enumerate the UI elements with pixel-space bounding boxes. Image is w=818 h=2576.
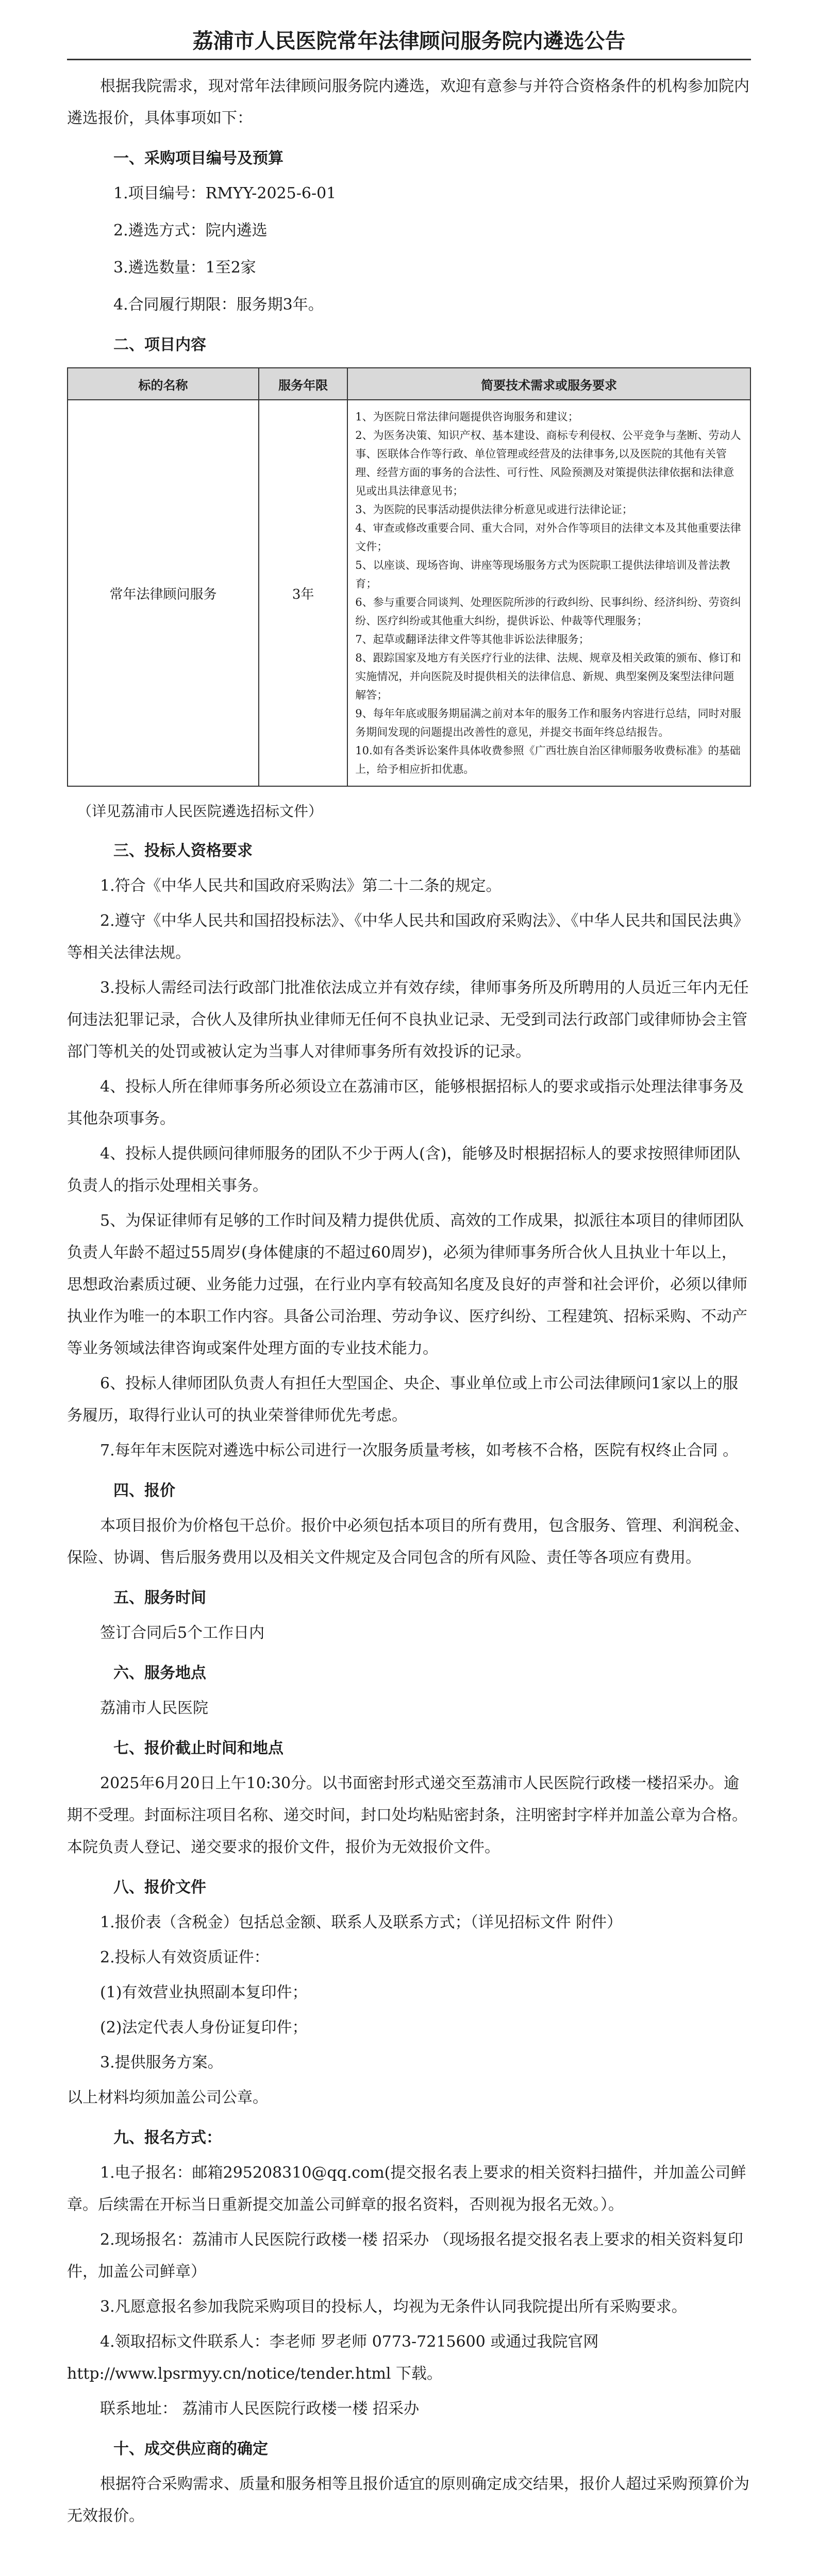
requirement-line: 4、审查或修改重要合同、重大合同，对外合作等项目的法律文本及其他重要法律文件； (355, 522, 741, 553)
requirement-line: 10.如有各类诉讼案件具体收费参照《广西壮族自治区律师服务收费标准》的基础上，给予相应折扣优惠。 (355, 744, 741, 775)
supplier-determination-paragraph: 根据符合采购需求、质量和服务相等且报价适宜的原则确定成交结果，报价人超过采购预算价为无效报价。 (67, 2475, 749, 2525)
qualification-paragraph: 3.投标人需经司法行政部门批准依法成立并有效存续，律师事务所及所聘用的人员近三年内无任何违法犯罪记录，合伙人及律所执业律师无任何不良执业记录、无受到司法行政部门或律师协会主管部门等机关的处罚或被认定为当事人对律师事务所有效投诉的记录。 (67, 979, 749, 1061)
qualification-paragraph: 6、投标人律师团队负责人有担任大型国企、央企、事业单位或上市公司法律顾问1家以上的服务履历，取得行业认可的执业荣誉律师优先考虑。 (67, 1375, 739, 1425)
contract-period: 4.合同履行期限：服务期3年。 (113, 296, 324, 314)
registration-paragraph: 1.电子报名：邮箱295208310@qq.com(提交报名表上要求的相关资料扫描件，并加盖公司鲜章。后续需在开标当日重新提交加盖公司鲜章的报名资料，否则视为报名无效。）。 (67, 2164, 746, 2214)
deadline-paragraph: 2025年6月20日上午10:30分。以书面密封形式递交至荔浦市人民医院行政楼一楼招采办。逾期不受理。封面标注项目名称、递交时间，封口处均粘贴密封条，注明密封字样并加盖公章为合格。本院负责人登记、递交要求的报价文件，报价为无效报价文件。 (67, 1774, 747, 1856)
requirement-line: 1、为医院日常法律问题提供咨询服务和建议； (355, 411, 579, 423)
registration-paragraph: 4.领取招标文件联系人：李老师 罗老师 0773-7215600 或通过我院官网http://www.lpsrmyy.cn/notice/tender.html 下载。 (67, 2333, 599, 2383)
qualification-paragraph: 4、投标人所在律师事务所必须设立在荔浦市区，能够根据招标人的要求或指示处理法律事务及其他杂项事务。 (67, 1078, 744, 1128)
quotation-file-line: (2)法定代表人身份证复印件； (100, 2019, 308, 2037)
cell-service-years: 3年 (259, 400, 347, 786)
section-heading-5: 五、服务时间 (113, 1589, 206, 1607)
service-location-paragraph: 荔浦市人民医院 (100, 1699, 208, 1717)
project-number: 1.项目编号：RMYY-2025-6-01 (113, 184, 337, 202)
quotation-file-line: 以上材料均须加盖公司公章。 (67, 2089, 268, 2107)
selection-quantity: 3.遴选数量：1至2家 (113, 259, 256, 277)
project-content-table (67, 367, 751, 787)
qualification-paragraph: 7.每年年末医院对遴选中标公司进行一次服务质量考核，如考核不合格，医院有权终止合同 。 (100, 1442, 739, 1460)
requirement-line: 2、为医务决策、知识产权、基本建设、商标专利侵权、公平竞争与垄断、劳动人事、医联体合作等行政、单位管理或经营及的法律事务,以及医院的其他有关管理、经营方面的事务的合法性、可行性、风险预测及对策提供法律依据和法律意见或出具法律意见书； (355, 429, 741, 497)
header-item-name: 标的名称 (68, 368, 259, 400)
registration-paragraph: 3.凡愿意报名参加我院采购项目的投标人，均视为无条件认同我院提出所有采购要求。 (100, 2298, 687, 2316)
registration-paragraph: 联系地址： 荔浦市人民医院行政楼一楼 招采办 (100, 2400, 420, 2418)
section-heading-9: 九、报名方式： (113, 2129, 222, 2147)
page-title: 荔浦市人民医院常年法律顾问服务院内遴选公告 (67, 0, 751, 60)
requirement-line: 6、参与重要合同谈判、处理医院所涉的行政纠纷、民事纠纷、经济纠纷、劳资纠纷、医疗纠纷或其他重大纠纷，提供诉讼、仲裁等代理服务； (355, 596, 741, 627)
quotation-paragraph: 本项目报价为价格包干总价。报价中必须包括本项目的所有费用，包含服务、管理、利润税金、保险、协调、售后服务费用以及相关文件规定及合同包含的所有风险、责任等各项应有费用。 (67, 1517, 749, 1567)
section-heading-6: 六、服务地点 (113, 1664, 206, 1682)
requirement-line: 8、跟踪国家及地方有关医疗行业的法律、法规、规章及相关政策的颁布、修订和实施情况，并向医院及时提供相关的法律信息、新规、典型案例及案型法律问题解答； (355, 652, 741, 701)
header-requirements: 简要技术需求或服务要求 (347, 368, 750, 400)
requirement-line: 3、为医院的民事活动提供法律分析意见或进行法律论证； (355, 503, 633, 516)
intro-paragraph: 根据我院需求，现对常年法律顾问服务院内遴选，欢迎有意参与并符合资格条件的机构参加院内遴选报价，具体事项如下： (67, 77, 749, 127)
header-service-years: 服务年限 (259, 368, 347, 400)
table-note: （详见荔浦市人民医院遴选招标文件） (77, 803, 323, 820)
section-heading-1: 一、采购项目编号及预算 (113, 149, 283, 167)
section-heading-7: 七、报价截止时间和地点 (113, 1739, 283, 1757)
cell-requirements (347, 400, 750, 786)
table-row (68, 400, 750, 786)
quotation-file-line: 2.投标人有效资质证件： (100, 1948, 270, 1967)
requirement-line: 5、以座谈、现场咨询、讲座等现场服务方式为医院职工提供法律培训及普法教育； (355, 559, 730, 590)
quotation-file-line: (1)有效营业执照副本复印件； (100, 1984, 308, 2002)
cell-item-name: 常年法律顾问服务 (68, 400, 259, 786)
section-heading-2: 二、项目内容 (113, 336, 206, 354)
section-heading-3: 三、投标人资格要求 (113, 842, 253, 860)
selection-method: 2.遴选方式：院内遴选 (113, 222, 268, 240)
service-time-paragraph: 签订合同后5个工作日内 (100, 1624, 265, 1642)
section-heading-10: 十、成交供应商的确定 (113, 2440, 268, 2458)
qualification-paragraph: 2.遵守《中华人民共和国招投标法》、《中华人民共和国政府采购法》、《中华人民共和国民法典》等相关法律法规。 (67, 912, 749, 962)
table-header-row (68, 368, 750, 400)
qualification-paragraph: 5、为保证律师有足够的工作时间及精力提供优质、高效的工作成果，拟派往本项目的律师团队负责人年龄不超过55周岁(身体健康的不超过60周岁)，必须为律师事务所合伙人且执业十年以上，思想政治素质过硬、业务能力过强，在行业内享有较高知名度及良好的声誉和社会评价，必须以律师执业作为唯一的本职工作内容。具备公司治理、劳动争议、医疗纠纷、工程建筑、招标采购、不动产等业务领域法律咨询或案件处理方面的专业技术能力。 (67, 1212, 747, 1358)
qualification-paragraph: 4、投标人提供顾问律师服务的团队不少于两人(含)，能够及时根据招标人的要求按照律师团队负责人的指示处理相关事务。 (67, 1145, 741, 1195)
registration-paragraph: 2.现场报名：荔浦市人民医院行政楼一楼 招采办 （现场报名提交报名表上要求的相关资料复印件，加盖公司鲜章） (67, 2231, 743, 2281)
quotation-file-line: 3.提供服务方案。 (100, 2054, 223, 2072)
qualification-paragraph: 1.符合《中华人民共和国政府采购法》第二十二条的规定。 (100, 877, 502, 895)
section-heading-4: 四、报价 (113, 1482, 175, 1500)
section-heading-8: 八、报价文件 (113, 1878, 206, 1896)
requirement-line: 9、每年年底或服务期届满之前对本年的服务工作和服务内容进行总结，同时对服务期间发现的问题提出改善性的意见，并提交书面年终总结报告。 (355, 707, 741, 738)
requirement-line: 7、起草或翻译法律文件等其他非诉讼法律服务； (355, 633, 590, 646)
quotation-file-line: 1.报价表（含税金）包括总金额、联系人及联系方式；（详见招标文件 附件） (100, 1913, 623, 1931)
